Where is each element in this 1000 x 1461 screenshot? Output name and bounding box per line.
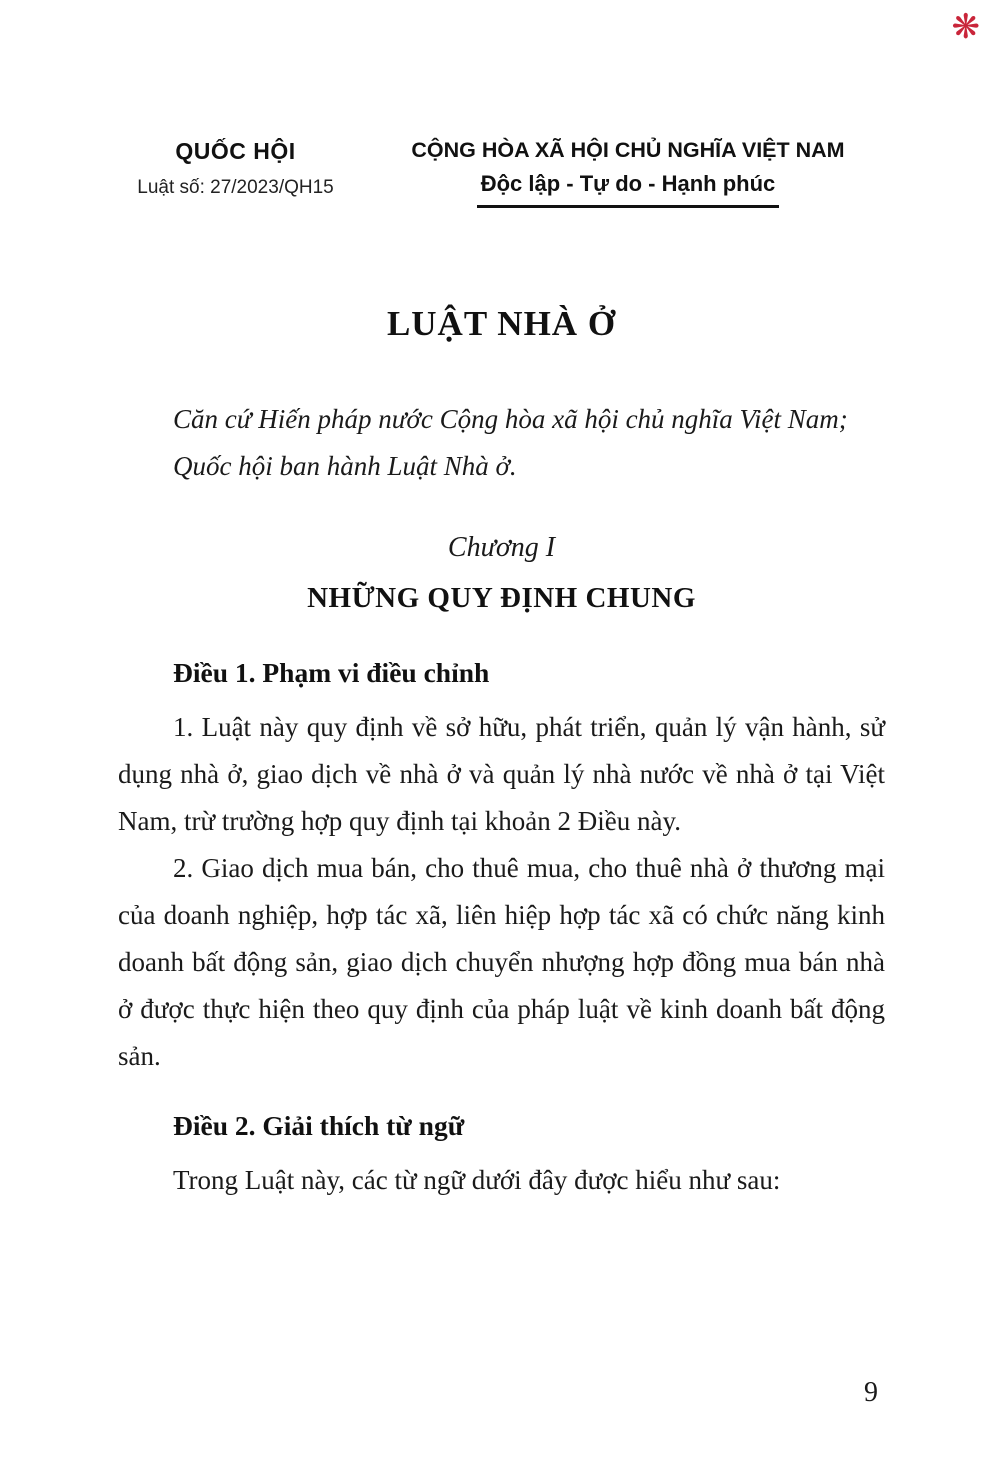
preamble — [118, 396, 885, 490]
document-header — [118, 138, 885, 208]
page-number: 9 — [864, 1377, 878, 1408]
law-number: Luật số: 27/2023/QH15 — [137, 177, 334, 198]
flower-icon: ❋ — [951, 7, 980, 47]
article-1-paragraph-2: 2. Giao dịch mua bán, cho thuê mua, cho thuê nhà ở thương mại của doanh nghiệp, hợp tác xã, liên hiệp hợp tác xã có chức năng kinh doanh bất động sản, giao dịch chuyển nhượng hợp đồng mua bán nhà ở được thực hiện theo quy định của pháp luật về kinh doanh bất động sản. — [118, 853, 885, 1071]
article-1-heading: Điều 1. Phạm vi điều chỉnh — [173, 657, 490, 688]
article-1-paragraph-1: 1. Luật này quy định về sở hữu, phát triển, quản lý vận hành, sử dụng nhà ở, giao dịch về nhà ở và quản lý nhà nước về nhà ở tại Việt Nam, trừ trường hợp quy định tại khoản 2 Điều này. — [118, 712, 885, 836]
article-2-heading: Điều 2. Giải thích từ ngữ — [173, 1110, 465, 1141]
national-motto: Độc lập - Tự do - Hạnh phúc — [477, 171, 780, 208]
preamble-line-2: Quốc hội ban hành Luật Nhà ở. — [173, 451, 517, 481]
chapter-title: NHỮNG QUY ĐỊNH CHUNG — [307, 582, 696, 614]
national-title-block — [353, 138, 885, 208]
issuer-block — [118, 138, 353, 199]
document-title: LUẬT NHÀ Ở — [386, 304, 617, 343]
preamble-line-1: Căn cứ Hiến pháp nước Cộng hòa xã hội chủ nghĩa Việt Nam; — [173, 404, 848, 434]
article-2-paragraph-1: Trong Luật này, các từ ngữ dưới đây được hiểu như sau: — [173, 1165, 781, 1195]
chapter-label: Chương I — [447, 532, 556, 563]
country-name: CỘNG HÒA XÃ HỘI CHỦ NGHĨA VIỆT NAM — [411, 138, 845, 162]
issuer-name: QUỐC HỘI — [175, 138, 296, 164]
